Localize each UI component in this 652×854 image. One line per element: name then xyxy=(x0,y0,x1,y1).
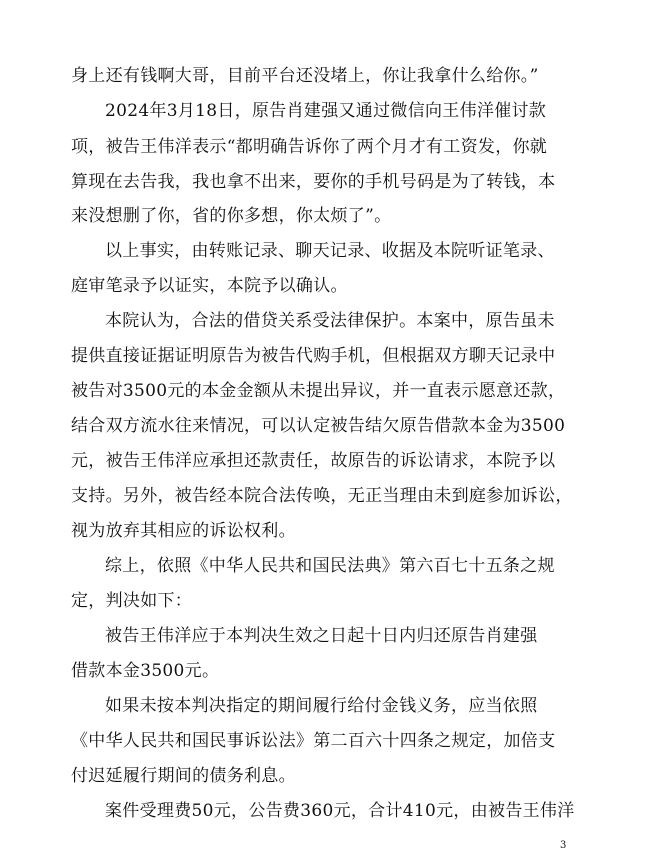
text-line: 项，被告王伟洋表示“都明确告诉你了两个月才有工资发，你就 xyxy=(71,137,548,157)
text-line: 结合双方流水往来情况，可以认定被告结欠原告借款本金为3500 xyxy=(71,416,566,436)
text-line: 被告对3500元的本金金额从未提出异议，并一直表示愿意还款， xyxy=(71,381,566,401)
text-line: 借款本金3500元。 xyxy=(71,661,220,681)
text-line: 付迟延履行期间的债务利息。 xyxy=(71,766,296,786)
text-line: 元，被告王伟洋应承担还款责任，故原告的诉讼请求，本院予以 xyxy=(71,451,556,471)
text-line: 2024年3月18日，原告肖建强又通过微信向王伟洋催讨款 xyxy=(105,101,547,121)
text-line: 《中华人民共和国民事诉讼法》第二百六十四条之规定，加倍支 xyxy=(71,731,556,751)
page-number: 3 xyxy=(560,840,567,851)
text-line: 案件受理费50元，公告费360元，合计410元，由被告王伟洋 xyxy=(105,801,575,821)
text-line: 被告王伟洋应于本判决生效之日起十日内归还原告肖建强 xyxy=(105,626,538,646)
text-line: 支持。另外，被告经本院合法传唤，无正当理由未到庭参加诉讼， xyxy=(71,486,573,506)
text-line: 定，判决如下： xyxy=(71,591,193,611)
text-line: 视为放弃其相应的诉讼权利。 xyxy=(71,521,296,541)
text-line: 算现在去告我，我也拿不出来，要你的手机号码是为了转钱，本 xyxy=(71,172,556,192)
text-line: 来没想删了你，省的你多想，你太烦了”。 xyxy=(71,206,392,226)
text-line: 庭审笔录予以证实，本院予以确认。 xyxy=(71,276,348,296)
text-line: 身上还有钱啊大哥，目前平台还没堵上，你让我拿什么给你。” xyxy=(71,66,539,86)
text-line: 如果未按本判决指定的期间履行给付金钱义务，应当依照 xyxy=(105,696,538,716)
text-line: 本院认为，合法的借贷关系受法律保护。本案中，原告虽未 xyxy=(105,311,555,331)
text-line: 提供直接证据证明原告为被告代购手机，但根据双方聊天记录中 xyxy=(71,346,556,366)
text-line: 以上事实，由转账记录、聊天记录、收据及本院听证笔录、 xyxy=(105,241,555,261)
text-line: 综上，依照《中华人民共和国民法典》第六百七十五条之规 xyxy=(105,556,555,576)
